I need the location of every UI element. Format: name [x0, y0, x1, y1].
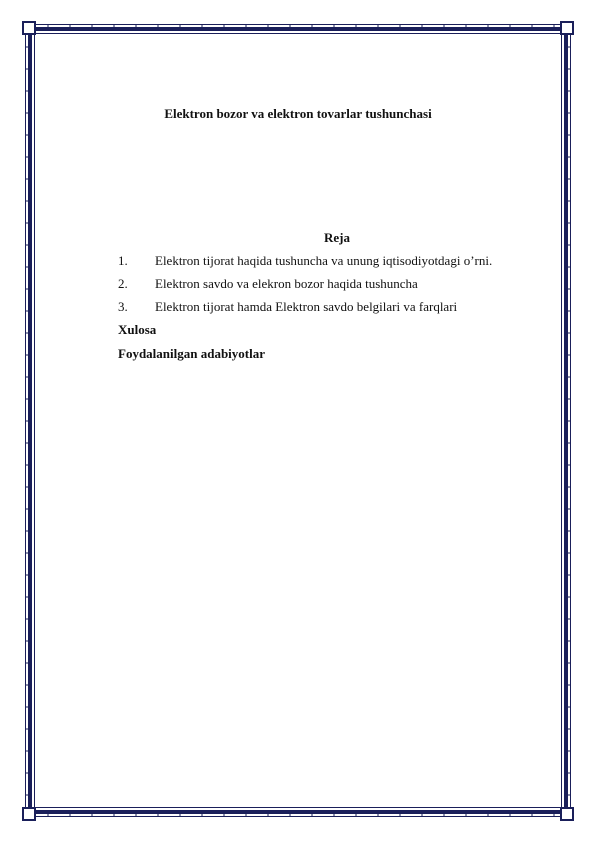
- document-title: Elektron bozor va elektron tovarlar tushunchasi: [164, 106, 432, 121]
- plan-item-number: 2.: [118, 276, 128, 291]
- plan-item-text: Elektron savdo va elekron bozor haqida tushuncha: [155, 276, 418, 291]
- plan-list: [118, 252, 492, 321]
- plan-heading: Reja: [324, 230, 350, 245]
- plan-item-number: 1.: [118, 253, 128, 268]
- references-heading: Foydalanilgan adabiyotlar: [118, 346, 265, 361]
- plan-list-item: [118, 252, 492, 275]
- plan-item-text: Elektron tijorat haqida tushuncha va unung iqtisodiyotdagi o’rni.: [155, 253, 493, 268]
- plan-list-item: [118, 275, 492, 298]
- plan-item-number: 3.: [118, 299, 128, 314]
- plan-item-text: Elektron tijorat hamda Elektron savdo belgilari va farqlari: [155, 299, 458, 314]
- plan-list-item: [118, 298, 492, 321]
- conclusion-heading: Xulosa: [118, 322, 157, 337]
